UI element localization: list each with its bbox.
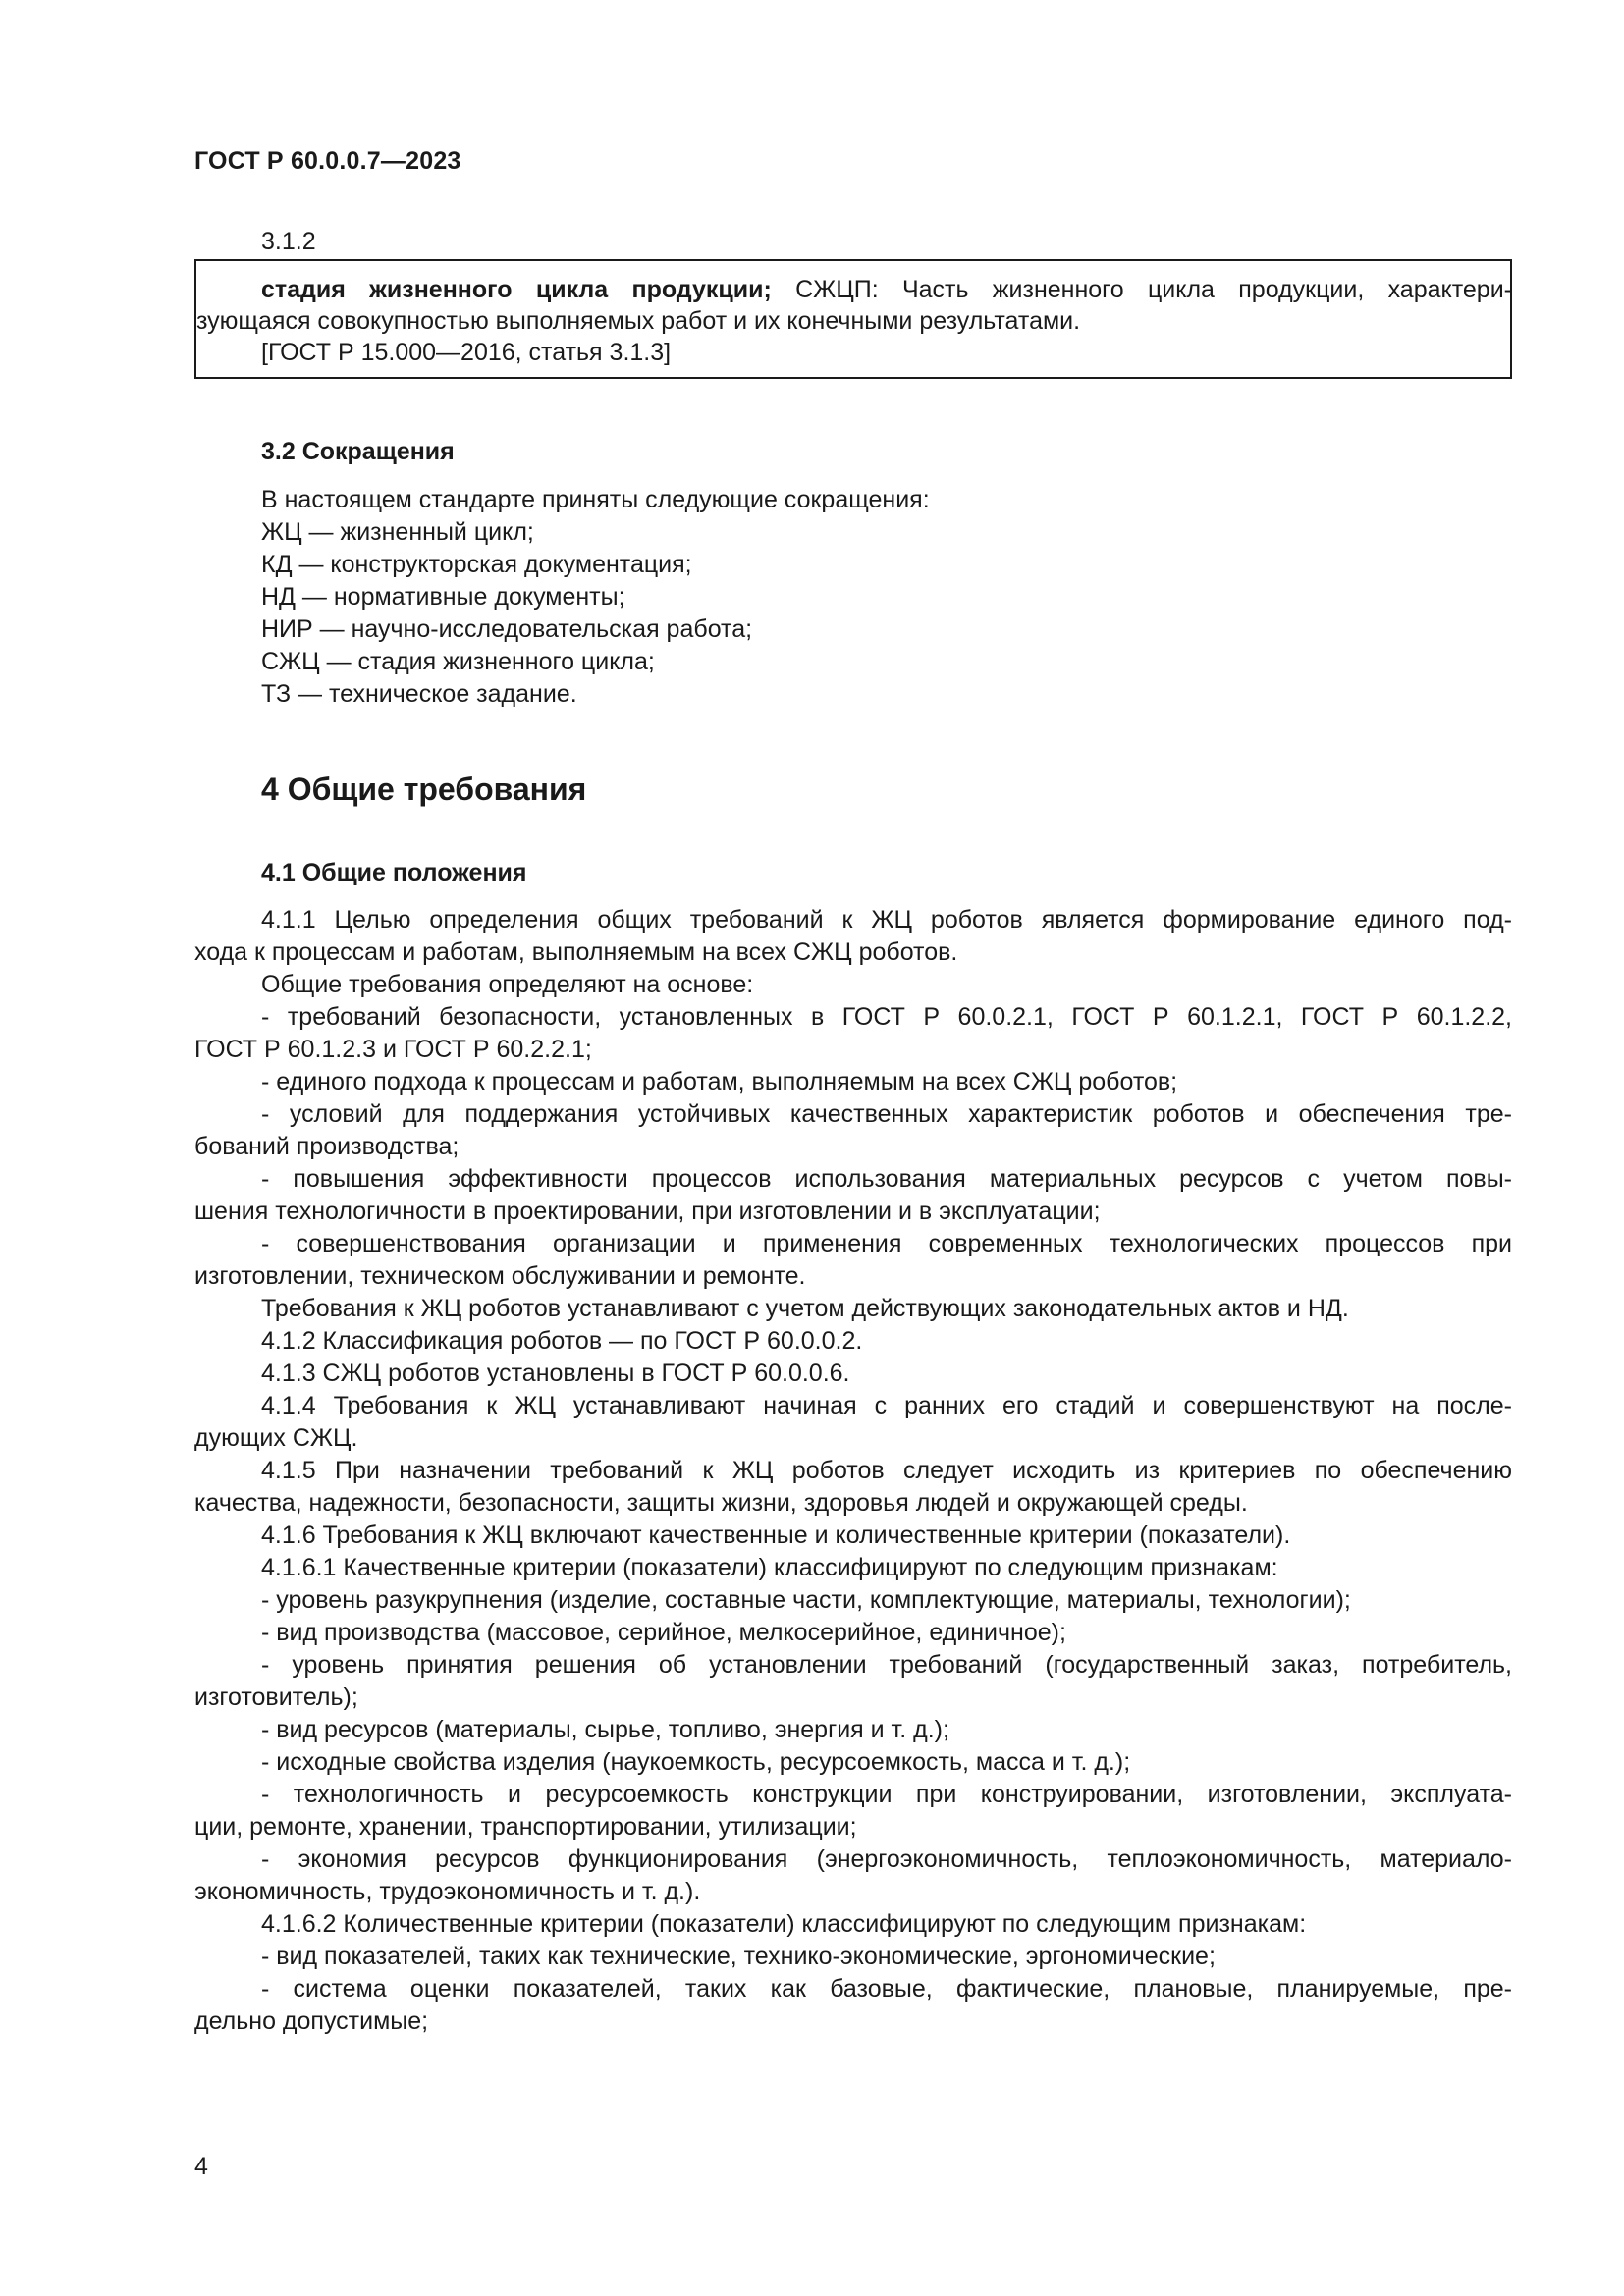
body-line: хода к процессам и работам, выполняемым на всех СЖЦ роботов. [194,938,958,966]
body-line: - совершенствования организации и применения современных технологических процессов при [261,1230,1512,1257]
abbreviation-item: СЖЦ — стадия жизненного цикла; [261,648,655,675]
body-line: - уровень принятия решения об установлении требований (государственный заказ, потребитель, [261,1651,1512,1679]
term-definition-box [194,259,1512,379]
abbreviation-item: КД — конструкторская документация; [261,551,692,578]
abbreviations-heading: 3.2 Сокращения [261,438,455,465]
body-line: Общие требования определяют на основе: [261,971,754,998]
body-line: - повышения эффективности процессов использования материальных ресурсов с учетом повы- [261,1165,1512,1193]
body-line: 4.1.6.1 Качественные критерии (показатели) классифицируют по следующим признакам: [261,1554,1278,1581]
term-source: [ГОСТ Р 15.000—2016, статья 3.1.3] [261,339,672,366]
body-line: ции, ремонте, хранении, транспортировании, утилизации; [194,1813,857,1841]
body-line: 4.1.4 Требования к ЖЦ устанавливают начиная с ранних его стадий и совершенствуют на после- [261,1392,1512,1419]
term-definition-text: СЖЦП: Часть жизненного цикла продукции, характери- [771,276,1512,303]
body-line: - уровень разукрупнения (изделие, составные части, комплектующие, материалы, технологии); [261,1586,1351,1614]
abbreviation-item: ТЗ — техническое задание. [261,680,577,708]
body-line: шения технологичности в проектировании, при изготовлении и в эксплуатации; [194,1198,1101,1225]
term-definition-line-2: зующаяся совокупностью выполняемых работ и их конечными результатами. [196,307,1081,335]
section-4-1-heading: 4.1 Общие положения [261,859,527,886]
body-line: дельно допустимые; [194,2007,429,2035]
body-line: - вид ресурсов (материалы, сырье, топливо, энергия и т. д.); [261,1716,949,1743]
body-line: - вид производства (массовое, серийное, мелкосерийное, единичное); [261,1619,1066,1646]
body-line: качества, надежности, безопасности, защиты жизни, здоровья людей и окружающей среды. [194,1489,1248,1517]
body-line: дующих СЖЦ. [194,1424,358,1452]
body-line: - вид показателей, таких как технические, технико-экономические, эргономические; [261,1943,1216,1970]
body-line: - технологичность и ресурсоемкость конструкции при конструировании, изготовлении, эксплуата- [261,1781,1512,1808]
page-number: 4 [194,2153,208,2180]
body-line: 4.1.6.2 Количественные критерии (показатели) классифицируют по следующим признакам: [261,1910,1307,1938]
term-name: стадия жизненного цикла продукции; [261,276,772,303]
body-line: 4.1.1 Целью определения общих требований к ЖЦ роботов является формирование единого под- [261,906,1512,934]
section-4-heading: 4 Общие требования [261,772,587,807]
body-line: бований производства; [194,1133,460,1160]
body-line: 4.1.3 СЖЦ роботов установлены в ГОСТ Р 60.0.0.6. [261,1360,850,1387]
body-line: 4.1.6 Требования к ЖЦ включают качественные и количественные критерии (показатели). [261,1522,1291,1549]
term-number: 3.1.2 [261,228,316,255]
body-line: - единого подхода к процессам и работам, выполняемым на всех СЖЦ роботов; [261,1068,1178,1095]
body-line: - система оценки показателей, таких как базовые, фактические, плановые, планируемые, пре- [261,1975,1512,2002]
body-line: 4.1.2 Классификация роботов — по ГОСТ Р 60.0.0.2. [261,1327,863,1355]
abbreviations-intro: В настоящем стандарте приняты следующие сокращения: [261,486,930,513]
body-line: ГОСТ Р 60.1.2.3 и ГОСТ Р 60.2.2.1; [194,1036,592,1063]
abbreviation-item: НИР — научно-исследовательская работа; [261,615,753,643]
body-line: экономичность, трудоэкономичность и т. д.). [194,1878,701,1905]
document-code: ГОСТ Р 60.0.0.7—2023 [194,147,461,175]
body-line: изготовлении, техническом обслуживании и ремонте. [194,1262,806,1290]
abbreviation-item: ЖЦ — жизненный цикл; [261,518,534,546]
body-line: 4.1.5 При назначении требований к ЖЦ роботов следует исходить из критериев по обеспечению [261,1457,1512,1484]
body-line: изготовитель); [194,1683,358,1711]
term-definition-line-1 [261,275,1512,304]
body-line: - исходные свойства изделия (наукоемкость, ресурсоемкость, масса и т. д.); [261,1748,1131,1776]
body-line: - условий для поддержания устойчивых качественных характеристик роботов и обеспечения тре- [261,1100,1512,1128]
body-line: - требований безопасности, установленных в ГОСТ Р 60.0.2.1, ГОСТ Р 60.1.2.1, ГОСТ Р 60.1.2.2, [261,1003,1512,1031]
body-line: - экономия ресурсов функционирования (энергоэкономичность, теплоэкономичность, материало- [261,1845,1512,1873]
body-line: Требования к ЖЦ роботов устанавливают с учетом действующих законодательных актов и НД. [261,1295,1349,1322]
abbreviation-item: НД — нормативные документы; [261,583,625,611]
